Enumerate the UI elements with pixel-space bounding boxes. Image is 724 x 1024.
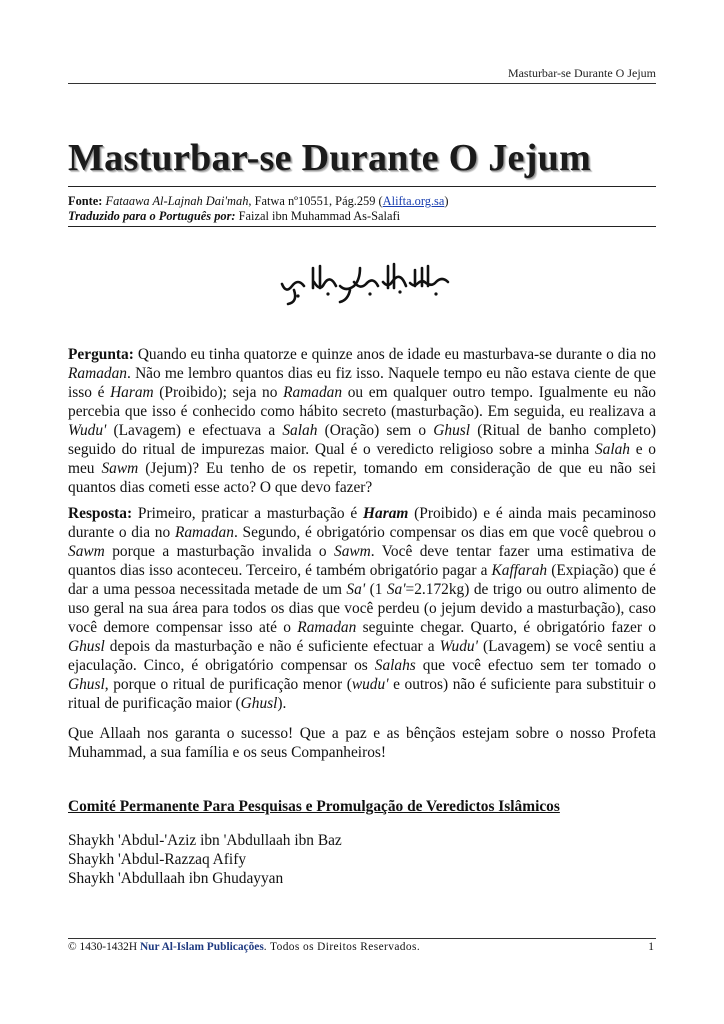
footer — [68, 941, 656, 953]
answer-text: (Expiação) que é dar a uma pessoa necessitada metade de um — [68, 562, 657, 598]
basmala-calligraphy-icon — [276, 256, 456, 312]
translator-name: Faizal ibn Muhammad As-Salafi — [235, 209, 401, 223]
answer-text: Primeiro, praticar a masturbação é — [132, 505, 364, 522]
term: Ghusl — [240, 695, 278, 712]
publisher-name: Nur Al-Islam Publicações — [139, 941, 264, 953]
answer-text: , porque o ritual de purificação menor ( — [104, 676, 352, 693]
source-label: Fonte: — [68, 194, 103, 208]
answer-text: seguinte chegar. Quarto, é obrigatório fazer o — [356, 619, 656, 636]
term: Ramadan — [283, 384, 343, 401]
question-label: Pergunta: — [68, 346, 134, 363]
footer-divider — [68, 938, 656, 939]
question-paragraph — [68, 345, 656, 497]
term: wudu' — [351, 676, 389, 693]
signer: Shaykh 'Abdullaah ibn Ghudayyan — [68, 870, 284, 887]
answer-text: . Você deve tentar fazer uma estimativa de quantos dias isso aconteceu. Terceiro, é também obrigatório pagar a — [68, 543, 656, 579]
term: Sa' — [386, 581, 406, 598]
source-info — [68, 194, 449, 224]
answer-text: (Lavagem) se você sentiu a ejaculação. Cinco, é obrigatório compensar os — [68, 638, 656, 674]
answer-label: Resposta: — [68, 505, 133, 522]
committee-heading: Comité Permanente Para Pesquisas e Promulgação de Veredictos Islâmicos — [68, 798, 560, 815]
term: Ramadan — [68, 365, 127, 382]
translator-line — [68, 209, 449, 224]
title-divider — [68, 186, 656, 187]
answer-text: porque a masturbação invalida o — [104, 543, 334, 560]
term: Ghusl — [433, 422, 471, 439]
answer-text: e outros) não é suficiente para substituir o ritual de purificação maior ( — [68, 676, 656, 712]
question-text: Quando eu tinha quatorze e quinze anos de idade eu masturbava-se durante o dia no — [133, 346, 656, 363]
page-title: Masturbar-se Durante O Jejum — [68, 137, 592, 179]
term: Kaffarah — [491, 562, 548, 579]
answer-text: depois da masturbação e não é suficiente efectuar a — [104, 638, 440, 655]
term: Sawm — [68, 543, 105, 560]
question-text: ou em qualquer outro tempo. Igualmente eu não percebia que isso é conhecido como hábito secreto (masturbação). Em seguida, eu realizava a — [68, 384, 656, 420]
running-header: Masturbar-se Durante O Jejum — [507, 66, 656, 80]
source-line — [68, 194, 449, 209]
header-divider — [68, 83, 656, 84]
source-close: ) — [444, 194, 449, 208]
signers-list — [68, 831, 342, 888]
term: Ramadan — [297, 619, 357, 636]
answer-text: (1 — [365, 581, 387, 598]
question-text: e o meu — [68, 441, 656, 477]
term: Salahs — [374, 657, 416, 674]
term: Salah — [282, 422, 318, 439]
term: Sawm — [101, 460, 139, 477]
question-text: . Não me lembro quantos dias eu fiz isso. Naquele tempo eu não estava ciente de que isso é — [68, 365, 656, 401]
term: Salah — [594, 441, 630, 458]
question-text: (Lavagem) e efectuava a — [106, 422, 283, 439]
term: Ghusl — [68, 638, 105, 655]
term: Ramadan — [174, 524, 234, 541]
term: Wudu' — [439, 638, 478, 655]
page-number: 1 — [648, 941, 654, 953]
copyright-text: © 1430-1432H — [68, 941, 140, 953]
answer-text: =2.172kg) de trigo ou outro alimento de uso geral na sua área para todos os dias que você perdeu (o jejum devido a masturbação), caso você demore compensar isso até o — [68, 581, 656, 636]
answer-text: ). — [277, 695, 287, 712]
meta-divider — [68, 226, 656, 227]
answer-text: . Segundo, é obrigatório compensar os dias em que você quebrou o — [233, 524, 657, 541]
answer-text: (Proibido) e é ainda mais pecaminoso durante o dia no — [68, 505, 656, 541]
closing-paragraph: Que Allaah nos garanta o sucesso! Que a paz e as bênçãos estejam sobre o nosso Profeta Muhammad, a sua família e os seus Companheiros! — [68, 725, 656, 761]
term: Sa' — [346, 581, 366, 598]
answer-paragraph — [68, 504, 656, 713]
question-text: (Ritual de banho completo) seguido do ritual de impurezas maior. Qual é o veredicto religioso sobre a minha — [68, 422, 657, 458]
source-work: Fataawa Al-Lajnah Dai'mah — [105, 194, 249, 208]
question-text: (Oração) sem o — [317, 422, 434, 439]
source-detail: , Fatwa nº10551, Pág.259 ( — [248, 194, 383, 208]
term: Sawm — [334, 543, 371, 560]
term: Wudu' — [68, 422, 107, 439]
question-text: (Proibido); seja no — [153, 384, 284, 401]
term: Ghusl — [68, 676, 105, 693]
rights-text: . Todos os Direitos Reservados. — [263, 941, 421, 953]
term: Haram — [110, 384, 154, 401]
term: Haram — [363, 505, 409, 522]
answer-text: que você efectuo sem ter tomado o — [415, 657, 656, 674]
question-text: (Jejum)? Eu tenho de os repetir, tomando em consideração de que eu não sei quantos dias cometi esse acto? O que devo fazer? — [68, 460, 656, 496]
translated-label: Traduzido para o Português por: — [68, 209, 236, 223]
source-link[interactable]: Alifta.org.sa — [382, 194, 445, 208]
signer: Shaykh 'Abdul-'Aziz ibn 'Abdullaah ibn Baz — [68, 832, 342, 849]
signer: Shaykh 'Abdul-Razzaq Afify — [68, 851, 247, 868]
